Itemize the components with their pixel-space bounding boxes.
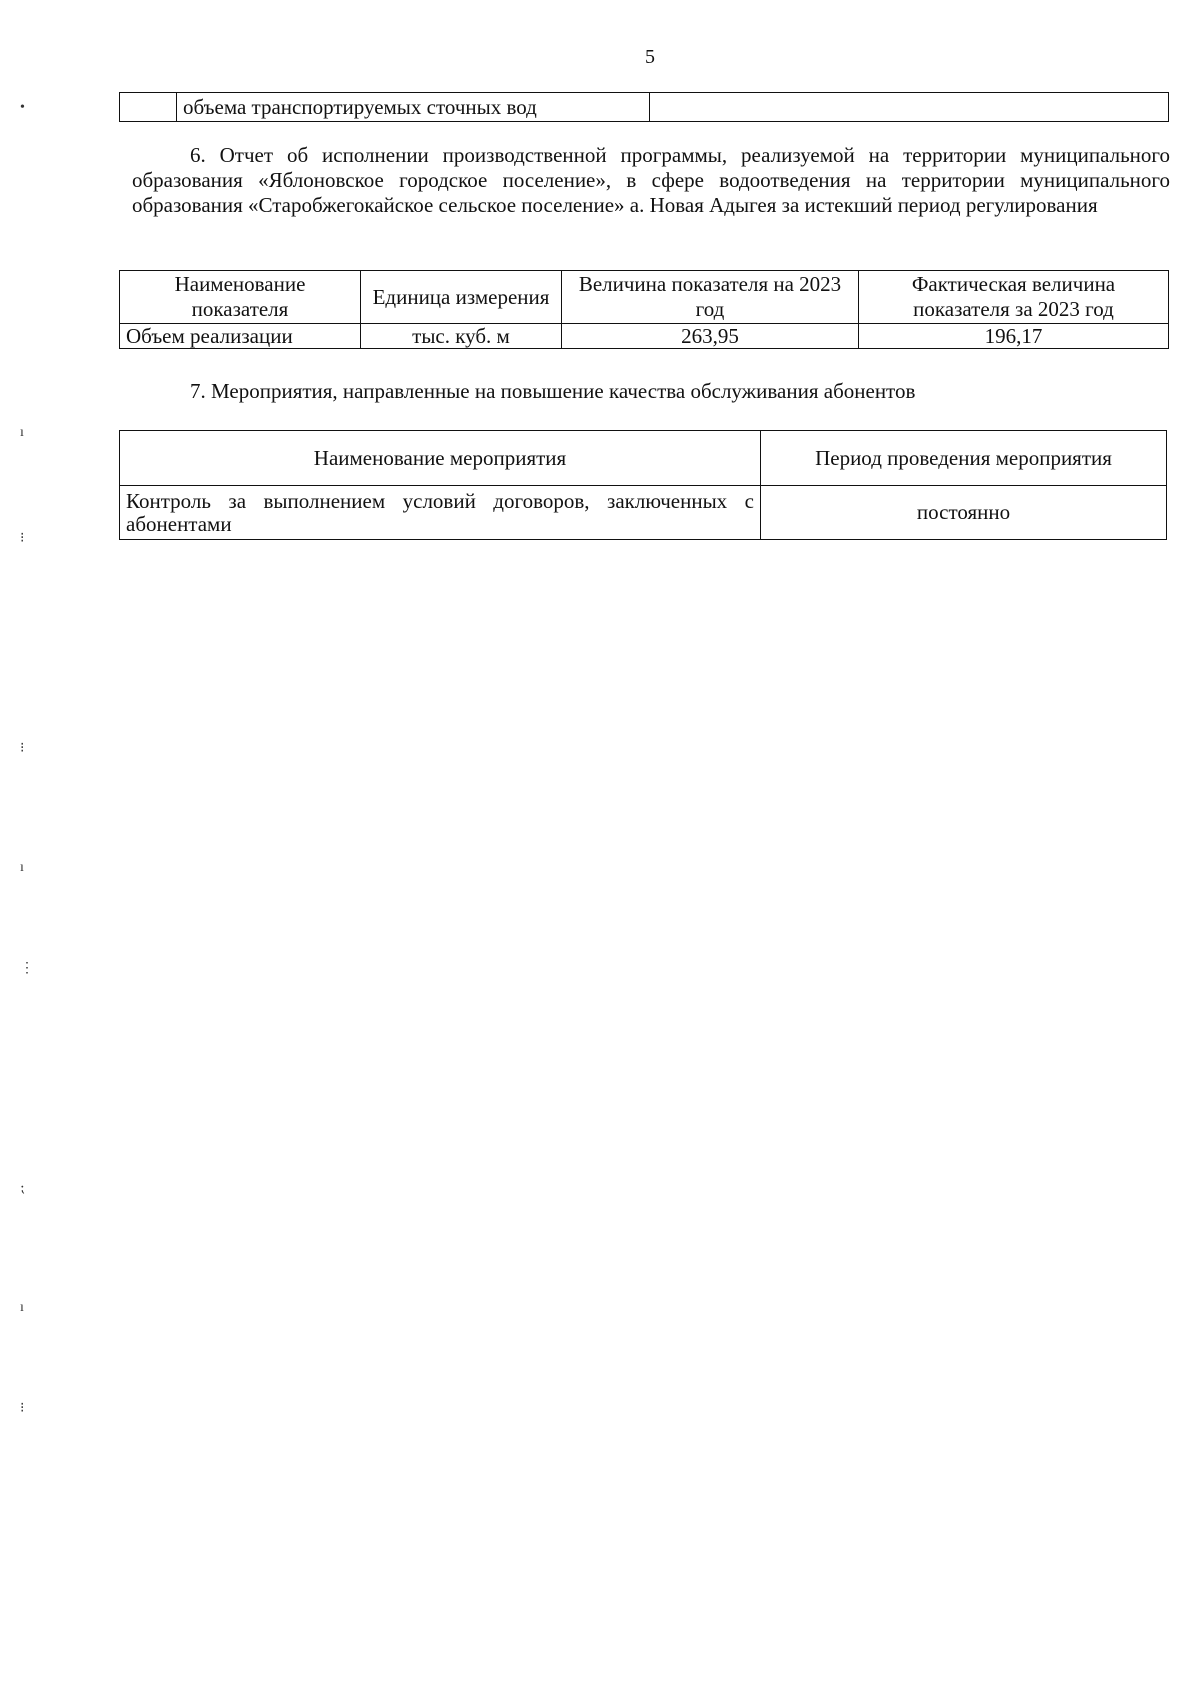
column-header: Единица измерения <box>361 271 562 324</box>
section-7-table <box>119 430 1167 540</box>
column-header: Наименование мероприятия <box>120 431 761 486</box>
scan-mark: ı <box>20 1300 24 1315</box>
page-number: 5 <box>645 46 655 68</box>
table-cell <box>650 93 1169 122</box>
table-row <box>120 324 1169 349</box>
table-cell <box>120 93 177 122</box>
table-cell: Объем реализации <box>120 324 361 349</box>
table-cell: 263,95 <box>562 324 859 349</box>
scan-mark: ı <box>20 425 24 440</box>
scan-mark: ı <box>20 860 24 875</box>
column-header: Наименование показателя <box>120 271 361 324</box>
table-cell: 196,17 <box>859 324 1169 349</box>
table-cell: постоянно <box>761 486 1167 540</box>
scan-mark: ⁝ <box>20 1401 25 1416</box>
scan-mark: • <box>20 100 25 115</box>
column-header: Период проведения мероприятия <box>761 431 1167 486</box>
column-header: Фактическая величина показателя за 2023 год <box>859 271 1169 324</box>
scan-mark: ⁝ <box>20 741 25 756</box>
scan-mark: ⋮ <box>20 961 34 976</box>
table-cell: тыс. куб. м <box>361 324 562 349</box>
table-row <box>120 93 1169 122</box>
scan-mark: ⁏ <box>20 1181 25 1196</box>
table-row <box>120 486 1167 540</box>
section-7-heading: 7. Мероприятия, направленные на повышение качества обслуживания абонентов <box>190 379 916 403</box>
table-cell: Контроль за выполнением условий договоров, заключенных с абонентами <box>120 486 761 540</box>
table-cell: объема транспортируемых сточных вод <box>177 93 650 122</box>
section-6-table <box>119 270 1169 349</box>
column-header: Величина показателя на 2023 год <box>562 271 859 324</box>
table-header-row <box>120 271 1169 324</box>
continued-table <box>119 92 1169 122</box>
scan-mark: ⁝ <box>20 531 25 546</box>
table-header-row <box>120 431 1167 486</box>
section-6-text: 6. Отчет об исполнении производственной программы, реализуемой на территории муниципального образования «Яблоновское городское поселение», в сфере водоотведения на территории муниципального образования «Старобжегокайское сельское поселение» а. Новая Адыгея за истекший период регулирования <box>132 143 1170 217</box>
section-6-paragraph <box>132 143 1170 218</box>
